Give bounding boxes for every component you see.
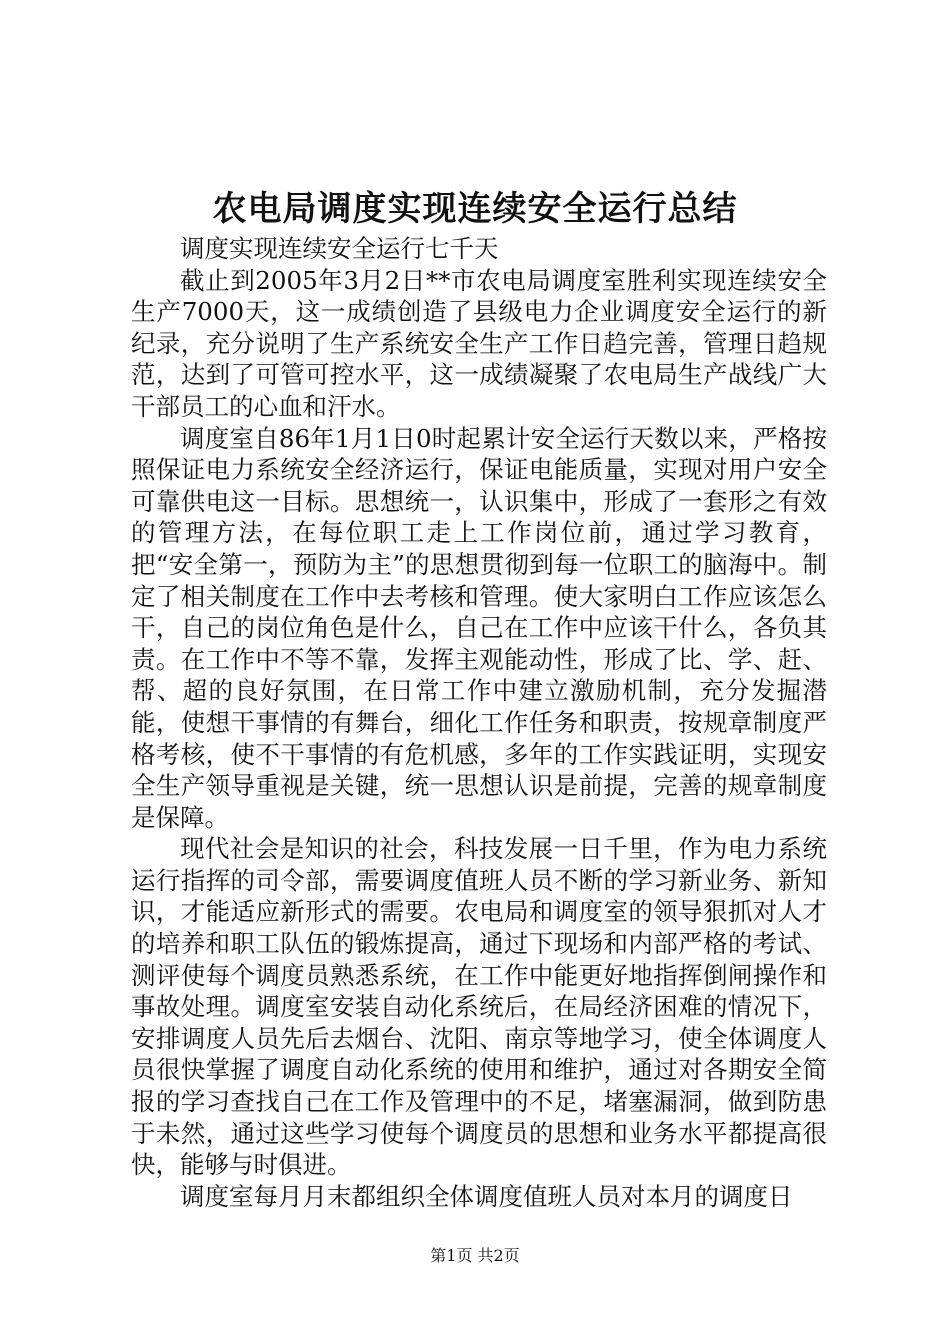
document-body	[131, 233, 827, 1212]
document-title: 农电局调度实现连续安全运行总结	[212, 189, 738, 229]
paragraph: 调度室自86年1月1日0时起累计安全运行天数以来，严格按照保证电力系统安全经济运行，保证电能质量，实现对用户安全可靠供电这一目标。思想统一，认识集中，形成了一套形之有效的管理方法，在每位职工走上工作岗位前，通过学习教育，把“安全第一，预防为主”的思想贯彻到每一位职工的脑海中。制定了相关制度在工作中去考核和管理。使大家明白工作应该怎么干，自己的岗位角色是什么，自己在工作中应该干什么，各负其责。在工作中不等不靠，发挥主观能动性，形成了比、学、赶、帮、超的良好氛围，在日常工作中建立激励机制，充分发掘潜能，使想干事情的有舞台，细化工作任务和职责，按规章制度严格考核，使不干事情的有危机感，多年的工作实践证明，实现安全生产领导重视是关键，统一思想认识是前提，完善的规章制度是保障。	[131, 423, 827, 832]
paragraph: 现代社会是知识的社会，科技发展一日千里，作为电力系统运行指挥的司令部，需要调度值班人员不断的学习新业务、新知识，才能适应新形式的需要。农电局和调度室的领导狠抓对人才的培养和职工队伍的锻炼提高，通过下现场和内部严格的考试、测评使每个调度员熟悉系统，在工作中能更好地指挥倒闸操作和事故处理。调度室安装自动化系统后，在局经济困难的情况下，安排调度人员先后去烟台、沈阳、南京等地学习，使全体调度人员很快掌握了调度自动化系统的使用和维护，通过对各期安全简报的学习查找自己在工作及管理中的不足，堵塞漏洞，做到防患于未然，通过这些学习使每个调度员的思想和业务水平都提高很快，能够与时俱进。	[131, 834, 827, 1180]
page-number-footer: 第1页 共2页	[430, 1246, 520, 1265]
paragraph: 调度室每月月末都组织全体调度值班人员对本月的调度日	[180, 1181, 793, 1211]
paragraph: 截止到2005年3月2日**市农电局调度室胜利实现连续安全生产7000天，这一成绩创造了县级电力企业调度安全运行的新纪录，充分说明了生产系统安全生产工作日趋完善，管理日趋规范，达到了可管可控水平，这一成绩凝聚了农电局生产战线广大干部员工的心血和汗水。	[131, 265, 827, 421]
paragraph-subtitle: 调度实现连续安全运行七千天	[180, 234, 499, 263]
